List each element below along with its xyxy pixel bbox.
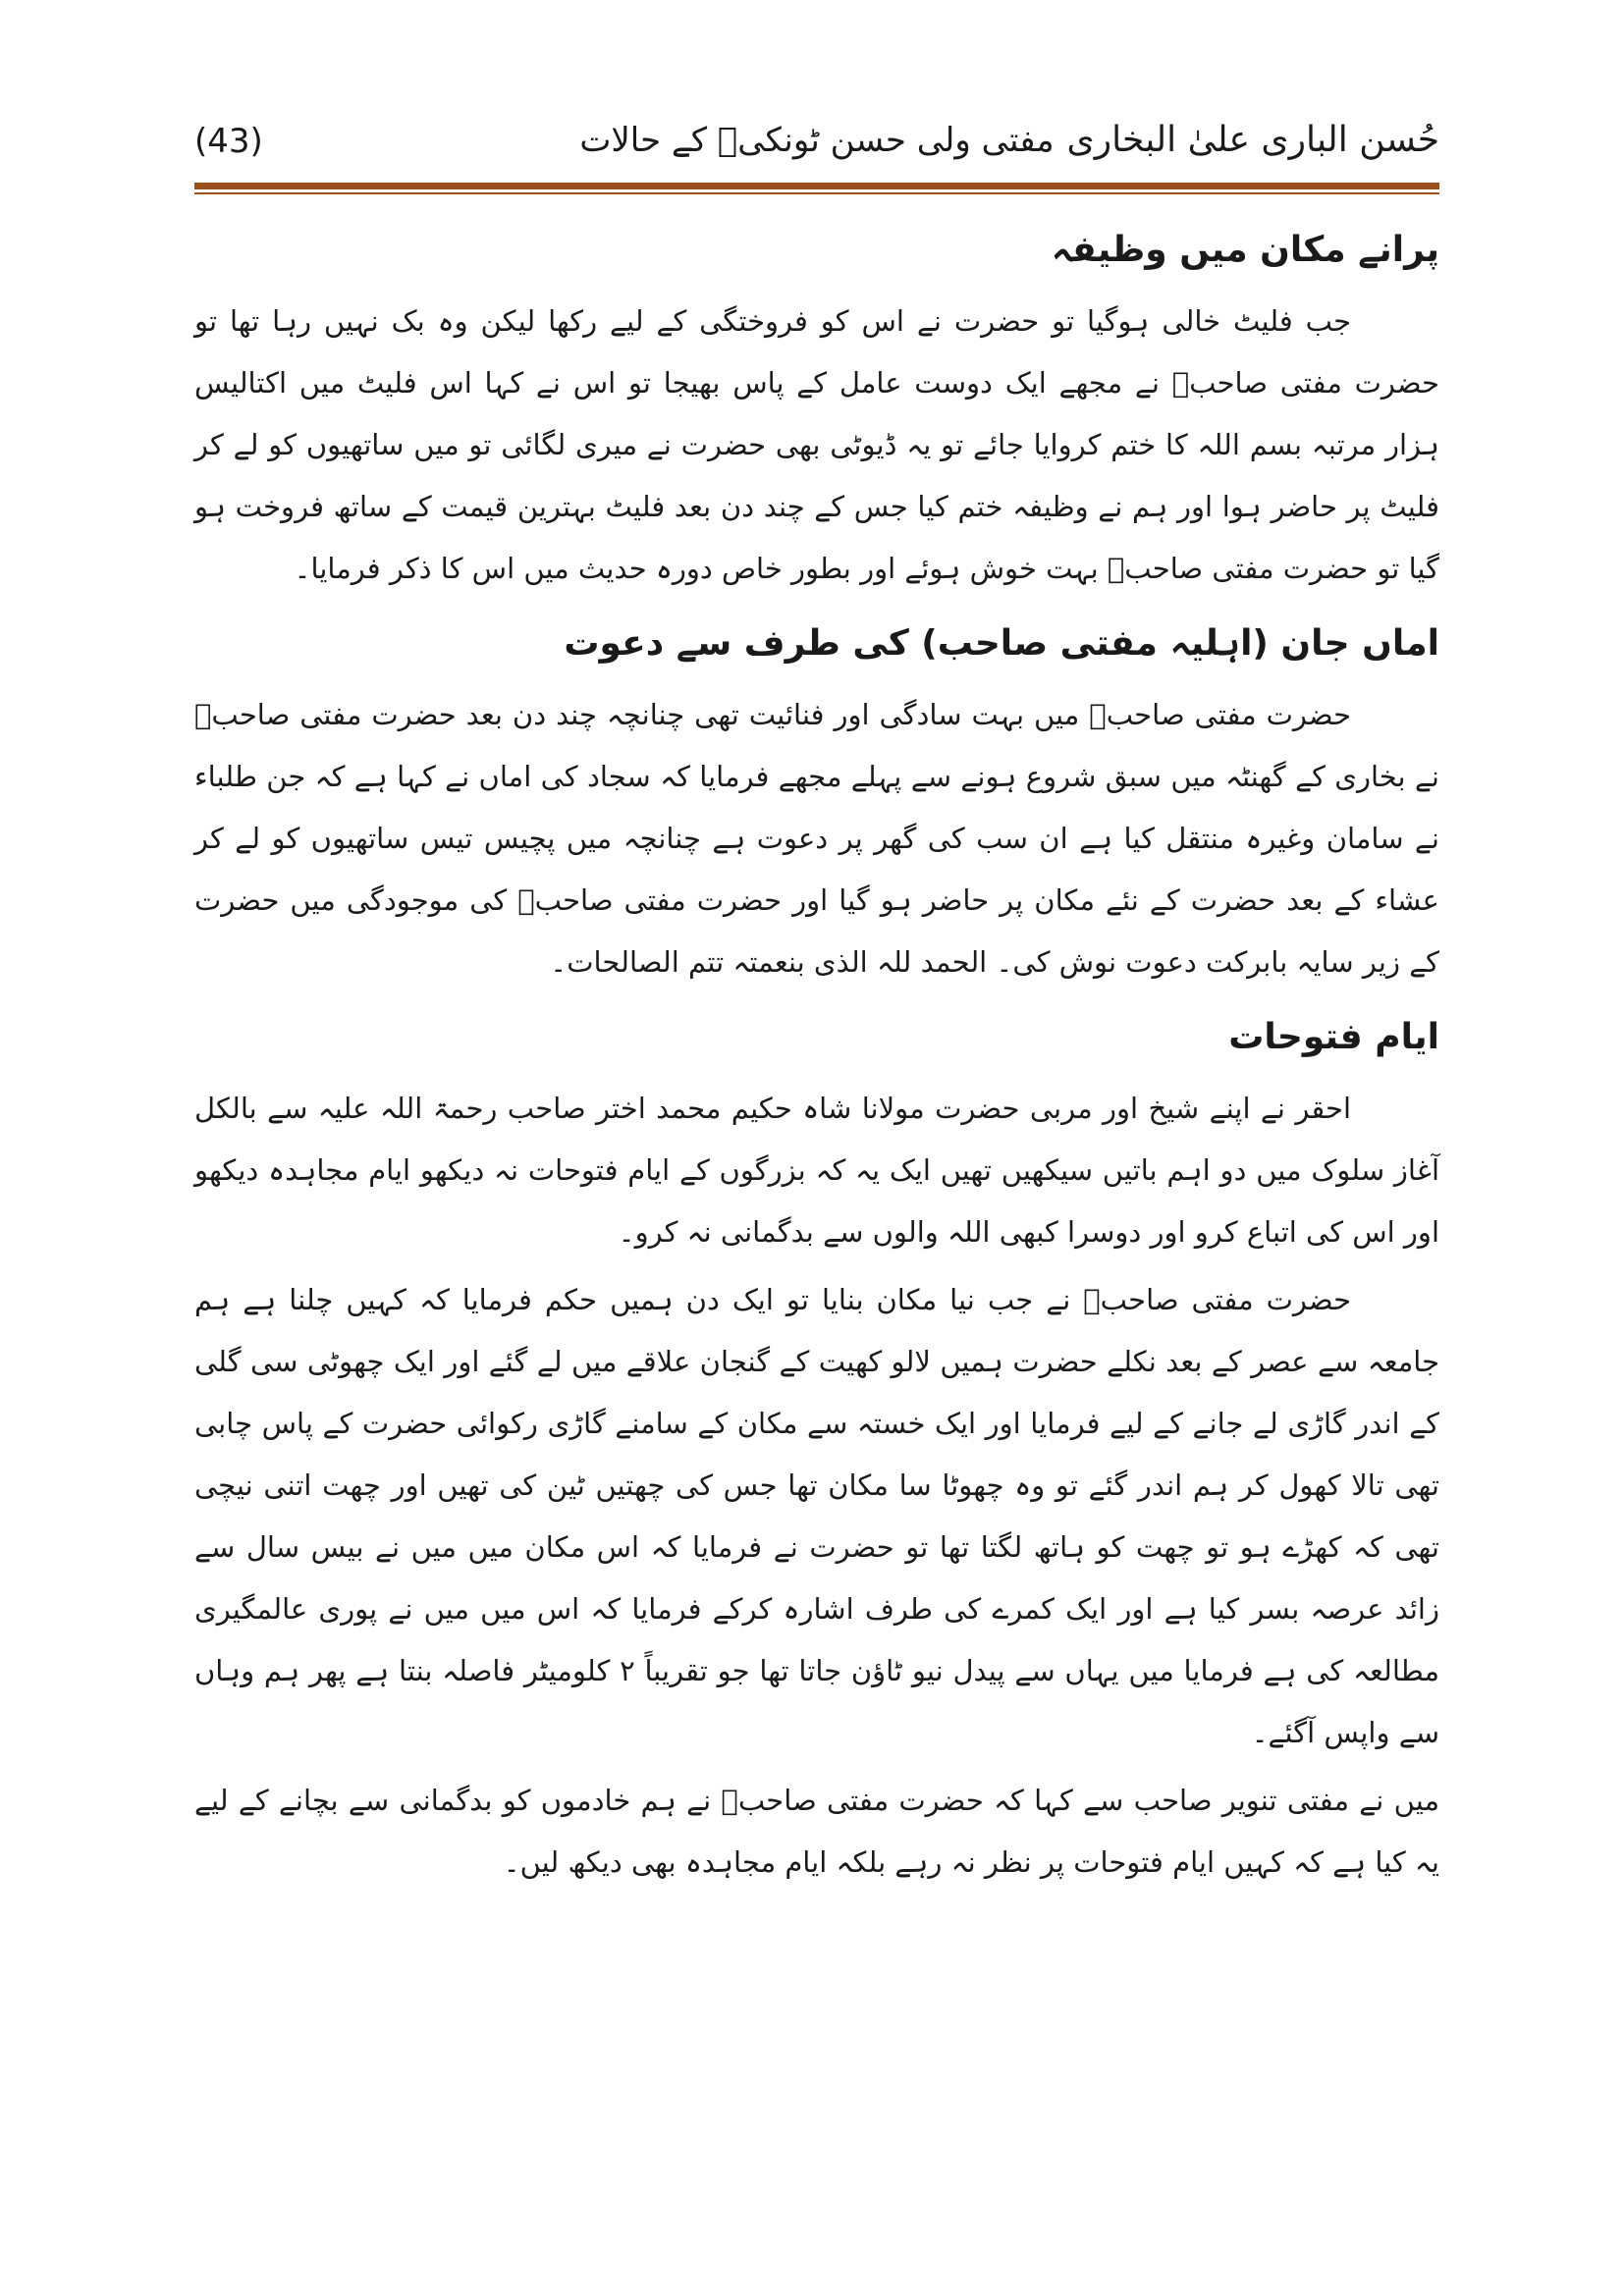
paragraph: میں نے مفتی تنویر صاحب سے کہا کہ حضرت مفتی صاحبؒ نے ہم خادموں کو بدگمانی سے بچانے کے لیے یہ کیا ہے کہ کہیں ایام فتوحات پر نظر نہ رہے بلکہ ایام مجاہدہ بھی دیکھ لیں۔	[194, 1784, 1439, 1879]
section-ayyam-futuhat	[194, 1011, 1439, 1894]
paragraph: جب فلیٹ خالی ہوگیا تو حضرت نے اس کو فروختگی کے لیے رکھا لیکن وہ بک نہیں رہا تھا تو حضرت مفتی صاحبؒ نے مجھے ایک دوست عامل کے پاس بھیجا تو اس نے کہا اس فلیٹ میں اکتالیس ہزار مرتبہ بسم اللہ کا ختم کروایا جائے تو یہ ڈیوٹی بھی حضرت نے میری لگائی تو میں ساتھیوں کو لے کر فلیٹ پر حاضر ہوا اور ہم نے وظیفہ ختم کیا جس کے چند دن بعد فلیٹ بہترین قیمت کے ساتھ فروخت ہو گیا تو حضرت مفتی صاحبؒ بہت خوش ہوئے اور بطور خاص دورہ حدیث میں اس کا ذکر فرمایا۔	[194, 304, 1439, 585]
header-rule-thin	[194, 192, 1439, 194]
section-old-house-wazifa	[194, 224, 1439, 600]
page-content	[194, 216, 1439, 1899]
section-heading: اماں جان (اہلیہ مفتی صاحب) کی طرف سے دعوت	[564, 623, 1439, 664]
section-heading: ایام فتوحات	[1228, 1017, 1439, 1057]
section-heading: پرانے مکان میں وظیفہ	[1051, 230, 1439, 270]
header-rule-thick	[194, 183, 1439, 189]
page-number: (43)	[194, 122, 263, 161]
section-amma-jan-invitation	[194, 617, 1439, 993]
paragraph: احقر نے اپنے شیخ اور مربی حضرت مولانا شاہ حکیم محمد اختر صاحب رحمۃ اللہ علیہ سے بالکل آغاز سلوک میں دو اہم باتیں سیکھیں تھیں ایک یہ کہ بزرگوں کے ایام فتوحات نہ دیکھو ایام مجاہدہ دیکھو اور اس کی اتباع کرو اور دوسرا کبھی اللہ والوں سے بدگمانی نہ کرو۔	[194, 1092, 1439, 1249]
book-title: حُسن الباری علیٰ البخاری	[1066, 120, 1439, 160]
page-header	[194, 116, 1439, 175]
chapter-title: مفتی ولی حسن ٹونکیؒ کے حالات	[579, 121, 1055, 160]
paragraph: حضرت مفتی صاحبؒ میں بہت سادگی اور فنائیت تھی چنانچہ چند دن بعد حضرت مفتی صاحبؒ نے بخاری کے گھنٹہ میں سبق شروع ہونے سے پہلے مجھے فرمایا کہ سجاد کی اماں نے کہا ہے کہ جن طلباء نے سامان وغیرہ منتقل کیا ہے ان سب کی گھر پر دعوت ہے چنانچہ میں پچیس تیس ساتھیوں کو لے کر عشاء کے بعد حضرت کے نئے مکان پر حاضر ہو گیا اور حضرت مفتی صاحبؒ کی موجودگی میں حضرت کے زیر سایہ بابرکت دعوت نوش کی۔ الحمد للہ الذی بنعمتہ تتم الصالحات۔	[194, 698, 1439, 979]
paragraph: حضرت مفتی صاحبؒ نے جب نیا مکان بنایا تو ایک دن ہمیں حکم فرمایا کہ کہیں چلنا ہے ہم جامعہ سے عصر کے بعد نکلے حضرت ہمیں لالو کھیت کے گنجان علاقے میں لے گئے اور ایک چھوٹی سی گلی کے اندر گاڑی لے جانے کے لیے فرمایا اور ایک خستہ سے مکان کے سامنے گاڑی رکوائی حضرت کے پاس چابی تھی تالا کھول کر ہم اندر گئے تو وہ چھوٹا سا مکان تھا جس کی چھتیں ٹین کی تھیں اور چھت اتنی نیچی تھی کہ کھڑے ہو تو چھت کو ہاتھ لگتا تھا تو حضرت نے فرمایا کہ اس مکان میں میں نے بیس سال سے زائد عرصہ بسر کیا ہے اور ایک کمرے کی طرف اشارہ کرکے فرمایا کہ اس میں میں نے پوری عالمگیری مطالعہ کی ہے فرمایا میں یہاں سے پیدل نیو ٹاؤن جاتا تھا جو تقریباً ۲ کلومیٹر فاصلہ بنتا ہے پھر ہم وہاں سے واپس آگئے۔	[194, 1283, 1439, 1749]
